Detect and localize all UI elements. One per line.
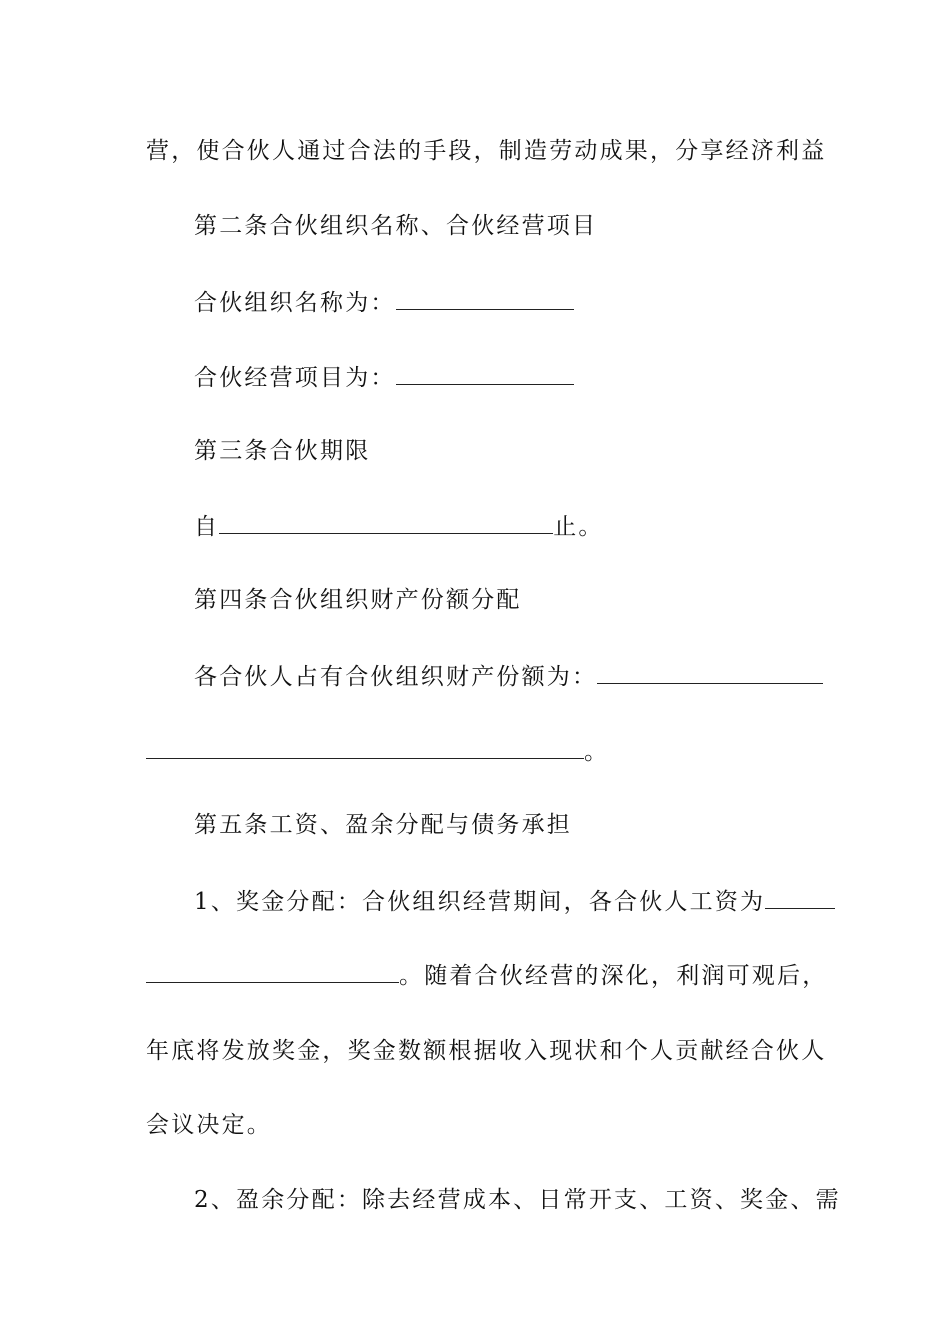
partnership-term-line — [194, 511, 604, 542]
article-title-text: 第三条合伙期限 — [194, 438, 371, 464]
article-5-title — [194, 810, 572, 840]
partnership-name-line — [194, 287, 574, 318]
term-from-text: 自 — [194, 514, 220, 540]
bonus-distribution-continuation — [146, 960, 827, 991]
partnership-project-label: 合伙经营项目为： — [194, 365, 396, 391]
paragraph-intro-continuation — [146, 136, 826, 166]
bonus-distribution-line-4 — [146, 1110, 272, 1140]
partnership-project-line — [194, 362, 574, 393]
bonus-distribution-line-3 — [146, 1036, 826, 1066]
partnership-project-blank — [396, 362, 574, 385]
paragraph-text: 年底将发放奖金，奖金数额根据收入现状和个人贡献经合伙人 — [146, 1038, 827, 1064]
partnership-name-blank — [396, 287, 574, 310]
partnership-name-label: 合伙组织名称为： — [194, 290, 396, 316]
property-share-line — [194, 661, 823, 692]
article-3-title — [194, 436, 370, 466]
paragraph-text: 会议决定。 — [146, 1112, 272, 1138]
bonus-distribution-text-cont: 。随着合伙经营的深化，利润可观后， — [399, 963, 828, 989]
paragraph-text: 营，使合伙人通过合法的手段，制造劳动成果，分享经济利益 — [146, 138, 827, 164]
article-title-text: 第五条工资、盈余分配与债务承担 — [194, 812, 572, 838]
bonus-distribution-text: 1、奖金分配：合伙组织经营期间，各合伙人工资为 — [194, 889, 766, 915]
term-period-blank — [219, 511, 553, 534]
property-share-blank-2 — [146, 736, 584, 759]
property-share-blank-1 — [597, 661, 823, 684]
property-share-label: 各合伙人占有合伙组织财产份额为： — [194, 664, 598, 690]
article-4-title — [194, 585, 522, 615]
article-title-text: 第二条合伙组织名称、合伙经营项目 — [194, 213, 598, 239]
surplus-distribution-line — [194, 1185, 841, 1215]
period-text: 。 — [584, 739, 610, 765]
term-to-text: 止。 — [553, 514, 604, 540]
article-2-title — [194, 211, 597, 241]
article-title-text: 第四条合伙组织财产份额分配 — [194, 587, 522, 613]
salary-blank-2 — [146, 960, 399, 983]
property-share-continuation — [146, 736, 609, 767]
surplus-distribution-text: 2、盈余分配：除去经营成本、日常开支、工资、奖金、需 — [194, 1187, 841, 1213]
salary-blank-1 — [765, 886, 835, 909]
bonus-distribution-line — [194, 886, 835, 917]
